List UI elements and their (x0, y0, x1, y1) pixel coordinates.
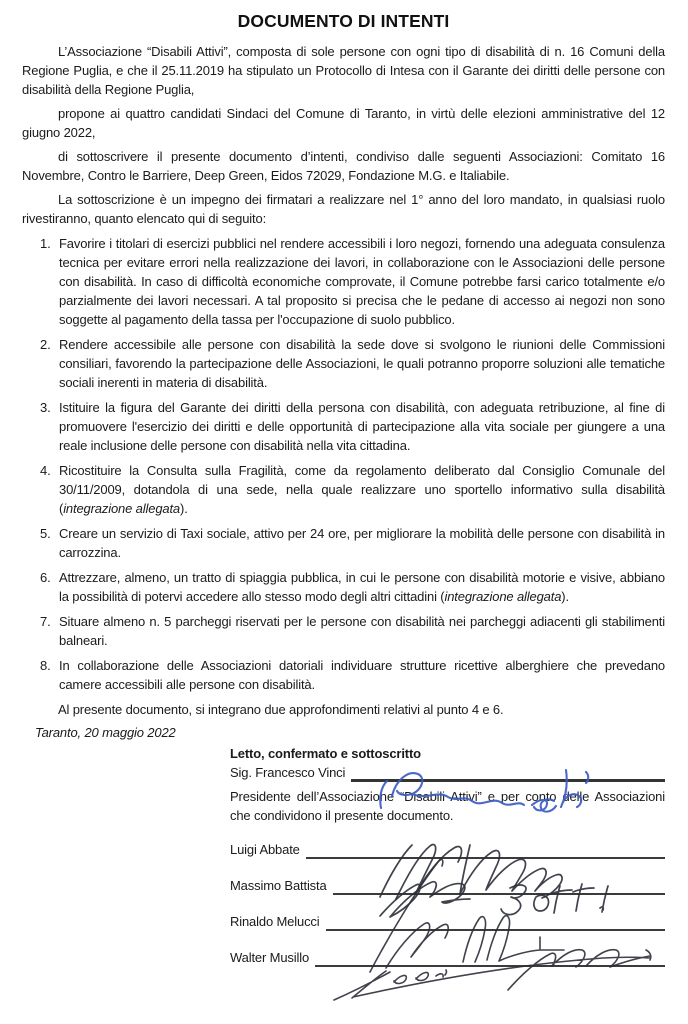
list-item-number: 3. (40, 400, 51, 415)
list-item-text-italic: integrazione allegata (444, 589, 562, 604)
list-item-number: 7. (40, 614, 51, 629)
list-item-8 (40, 656, 665, 694)
list-item-text-italic: integrazione allegata (63, 501, 181, 516)
paragraph-impegno: La sottoscrizione è un impegno dei firmatari a realizzare nel 1° anno del loro mandato, in qualsiasi ruolo rivestiranno, quanto elencato qui di seguito: (22, 192, 665, 226)
signature-line (306, 833, 665, 859)
list-item-text: Rendere accessibile alle persone con disabilità la sede dove si svolgono le riunioni delle Commissioni consiliari, favorendo la partecipazione delle Associazioni, le quali potranno proporre soluzioni alle tematiche sociali inerenti in materia di disabilità. (59, 337, 665, 390)
signer-row-luigi-abbate (230, 835, 665, 859)
signer-label: Walter Musillo (230, 950, 310, 965)
list-item-1 (40, 234, 665, 329)
list-item-text: Situare almeno n. 5 parcheggi riservati per le persone con disabilità nei parcheggi adiacenti gli stabilimenti balneari. (59, 614, 665, 648)
list-item-text: Creare un servizio di Taxi sociale, attivo per 24 ore, per migliorare la mobilità delle persone con disabilità in carrozzina. (59, 526, 665, 560)
list-item-number: 4. (40, 463, 51, 478)
signer-label: Massimo Battista (230, 878, 327, 893)
list-item-number: 2. (40, 337, 51, 352)
document-title: DOCUMENTO DI INTENTI (237, 11, 450, 31)
list-item-text (59, 568, 665, 606)
list-item-text: Favorire i titolari di esercizi pubblici nel rendere accessibili i loro negozi, fornendo una adeguata consulenza tecnica per evitare errori nella realizzazione dei lavori, in collaborazione con le Associazioni delle persone con disabilità. In caso di difficoltà economiche comprovate, il Comune potrebbe farsi carico totalmente e/o parzialmente dei lavori necessari. A tal proposito si precisa che le pedane di accesso ai negozi non sono soggette al pagamento della tassa per l'occupazione di suolo pubblico. (59, 236, 665, 327)
signature-section (230, 744, 665, 967)
signer-row-walter-musillo (230, 943, 665, 967)
signature-heading: Letto, confermato e sottoscritto (230, 746, 421, 761)
list-item-5 (40, 524, 665, 562)
paragraph-sottoscrivere: di sottoscrivere il presente documento d’intenti, condiviso dalle seguenti Associazioni: Comitato 16 Novembre, Contro le Barriere, Deep Green, Eidos 72029, Fondazione M.G. e Italiabile. (22, 149, 665, 183)
list-item-number: 8. (40, 658, 51, 673)
signature-line (351, 764, 665, 782)
list-item-text-part: ). (561, 589, 569, 604)
list-item-7 (40, 612, 665, 650)
list-item-number: 5. (40, 526, 51, 541)
signer-row-rinaldo-melucci (230, 907, 665, 931)
first-signer-row (230, 767, 665, 782)
list-item-number: 1. (40, 236, 51, 251)
place-date: Taranto, 20 maggio 2022 (35, 725, 176, 740)
list-item-text: Istituire la figura del Garante dei diritti della persona con disabilità, con adeguata retribuzione, al fine di promuovere l'esercizio dei diritti e delle opportunità di partecipazione alla vita sociale per giungere a una reale inclusione delle persone con disabilità nella vita cittadina. (59, 400, 665, 453)
signer-row-massimo-battista (230, 871, 665, 895)
signature-line (315, 941, 665, 967)
first-signer-label: Sig. Francesco Vinci (230, 765, 346, 780)
list-item-6 (40, 568, 665, 606)
list-item-text (59, 461, 665, 518)
paragraph-intro: L’Associazione “Disabili Attivi”, composta di sole persone con ogni tipo di disabilità di n. 16 Comuni della Regione Puglia, e che il 25.11.2019 ha stipulato un Protocollo di Intesa con il Garante dei diritti delle persone con disabilità della Regione Puglia, (22, 44, 665, 97)
signature-line (326, 905, 665, 931)
list-item-3 (40, 398, 665, 455)
list-item-number: 6. (40, 570, 51, 585)
list-item-2 (40, 335, 665, 392)
closing-paragraph: Al presente documento, si integrano due approfondimenti relativi al punto 4 e 6. (58, 702, 504, 717)
paragraph-propone: propone ai quattro candidati Sindaci del Comune di Taranto, in virtù delle elezioni amministrative del 12 giugno 2022, (22, 106, 665, 140)
signer-label: Rinaldo Melucci (230, 914, 320, 929)
signature-line (333, 869, 665, 895)
list-item-text-part: Attrezzare, almeno, un tratto di spiaggia pubblica, in cui le persone con disabilità motorie e visive, abbiano la possibilità di potervi accedere allo stesso modo degli altri cittadini ( (59, 570, 665, 604)
list-item-text-part: ). (180, 501, 188, 516)
intent-list (40, 234, 665, 694)
list-item-text: In collaborazione delle Associazioni datoriali individuare strutture ricettive alberghiere che prevedano camere accessibili alle persone con disabilità. (59, 658, 665, 692)
president-role-text: Presidente dell’Associazione “Disabili Attivi” e per conto delle Associazioni che condividono il presente documento. (230, 789, 665, 823)
list-item-4 (40, 461, 665, 518)
signer-label: Luigi Abbate (230, 842, 300, 857)
list-item-text-part: Ricostituire la Consulta sulla Fragilità, come da regolamento deliberato dal Consiglio Comunale del 30/11/2009, dotandola di una sede, nella quale realizzare uno sportello informativo sulla disabilità ( (59, 463, 665, 516)
